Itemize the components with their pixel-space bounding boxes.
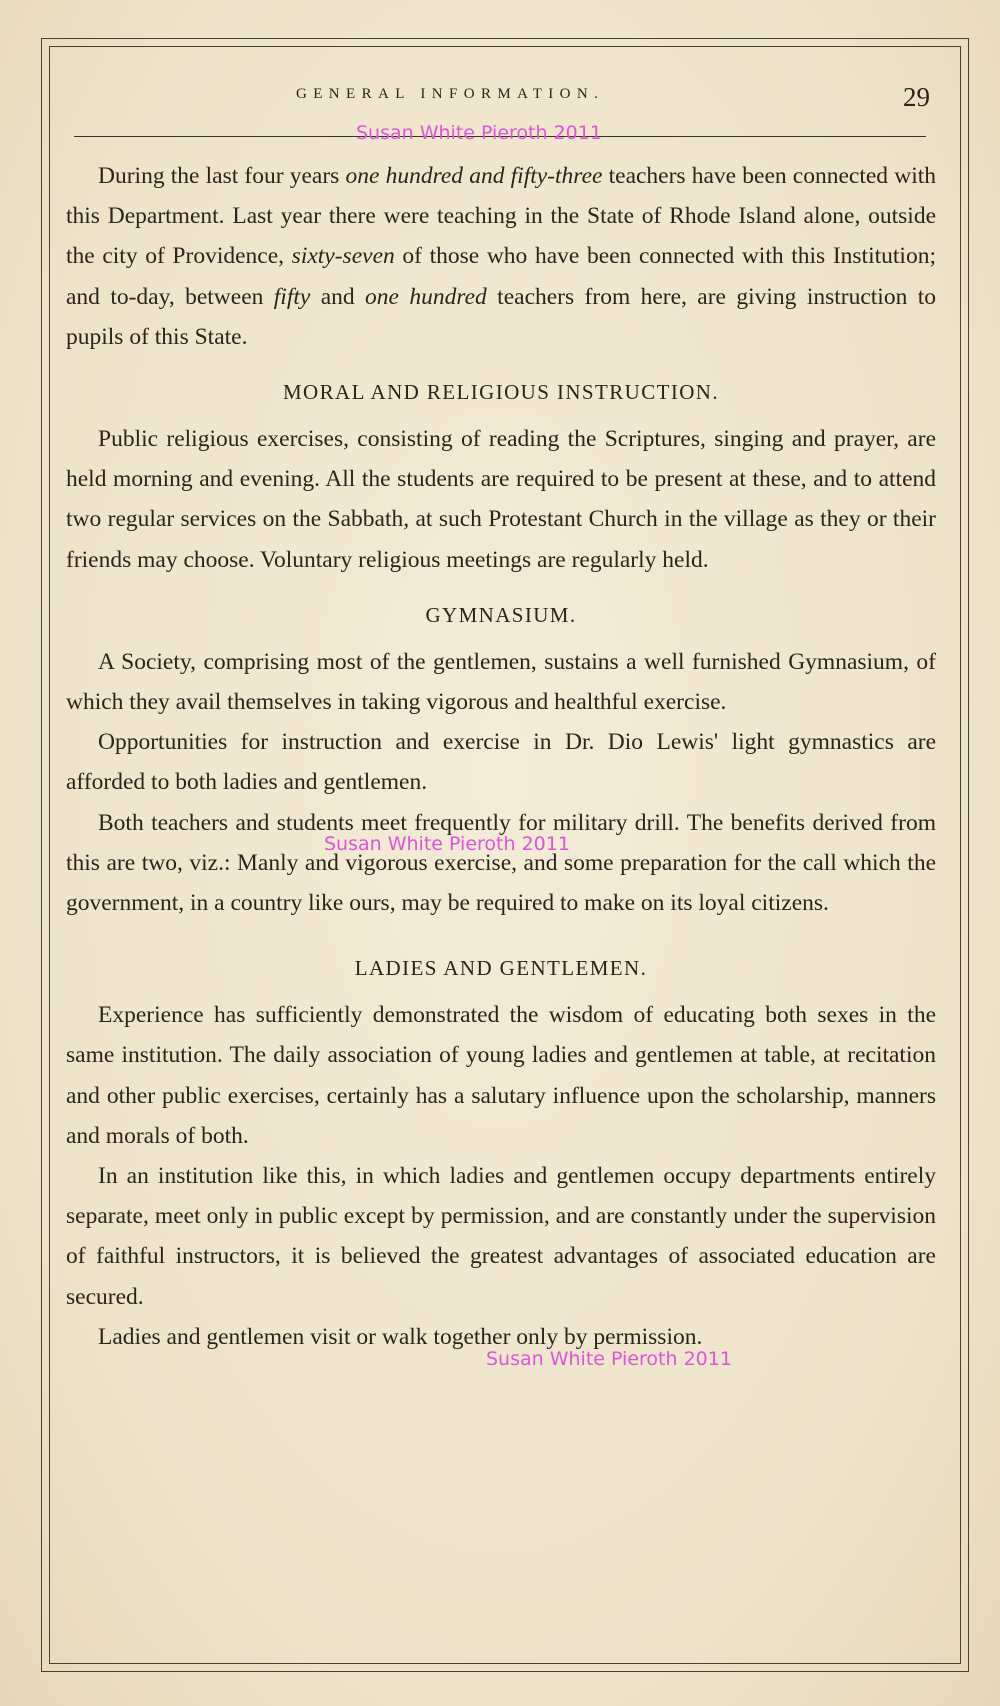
section-spacer [66, 923, 936, 933]
page-number: 29 [903, 82, 930, 112]
text-run: teachers from here, are giving instruction to pupils of this State. [66, 283, 936, 350]
gymnasium-paragraph-2: Opportunities for instruction and exercise in Dr. Dio Lewis' light gymnastics are afforded to both ladies and gentlemen. [66, 729, 936, 796]
intro-paragraph [66, 156, 936, 357]
moral-paragraph: Public religious exercises, consisting of reading the Scriptures, singing and prayer, are held morning and evening. All the students are required to be present at these, and to attend two regular services on the Sabbath, at such Protestant Church in the village as they or their friends may choose. Voluntary religious meetings are regularly held. [66, 426, 936, 573]
running-title: GENERAL INFORMATION. [296, 86, 605, 102]
text-run: During the last four years [98, 163, 346, 189]
text-run: of those who have been connected with this Institution; and to-day, between [66, 243, 936, 310]
ladies-paragraph-2: In an institution like this, in which ladies and gentlemen occupy departments entirely separate, meet only in public except by permission, and are constantly under the supervision of faithful instructors, it is believed the greatest advantages of associated education are secured. [66, 1163, 936, 1310]
watermark-text: Susan White Pieroth 2011 [356, 122, 602, 144]
text-run: teachers have been connected with this Department. Last year there were teaching in the State of Rhode Island alone, outside the city of Providence, [66, 163, 937, 270]
italic-run: one hundred [365, 283, 487, 310]
italic-run: fifty [273, 283, 311, 310]
watermark-text: Susan White Pieroth 2011 [486, 1348, 732, 1370]
section-heading-moral: MORAL AND RELIGIOUS INSTRUCTION. [282, 380, 720, 405]
section-heading-ladies: LADIES AND GENTLEMEN. [354, 956, 648, 981]
text-run: and [310, 283, 366, 310]
ladies-paragraph-3: Ladies and gentlemen visit or walk together only by permission. [98, 1323, 703, 1350]
watermark-text: Susan White Pieroth 2011 [324, 833, 570, 855]
italic-run: sixty-seven [291, 243, 395, 270]
italic-run: one hundred and fifty-three [345, 163, 603, 189]
ladies-paragraph-1: Experience has sufficiently demonstrated the wisdom of educating both sexes in the same institution. The daily association of young ladies and gentlemen at table, at recitation and other public exercises, certainly has a salutary influence upon the scholarship, manners and morals of both. [66, 1002, 936, 1149]
gymnasium-paragraph-3: Both teachers and students meet frequently for military drill. The benefits derived from this are two, viz.: Manly and vigorous exercise, and some preparation for the call which the government, in a country like ours, may be required to make on its loyal citizens. [66, 809, 936, 917]
page-body [66, 156, 936, 1357]
running-header [0, 82, 1000, 112]
section-heading-gymnasium: GYMNASIUM. [425, 602, 577, 627]
gymnasium-paragraph-1: A Society, comprising most of the gentlemen, sustains a well furnished Gymnasium, of which they avail themselves in taking vigorous and healthful exercise. [66, 648, 936, 716]
